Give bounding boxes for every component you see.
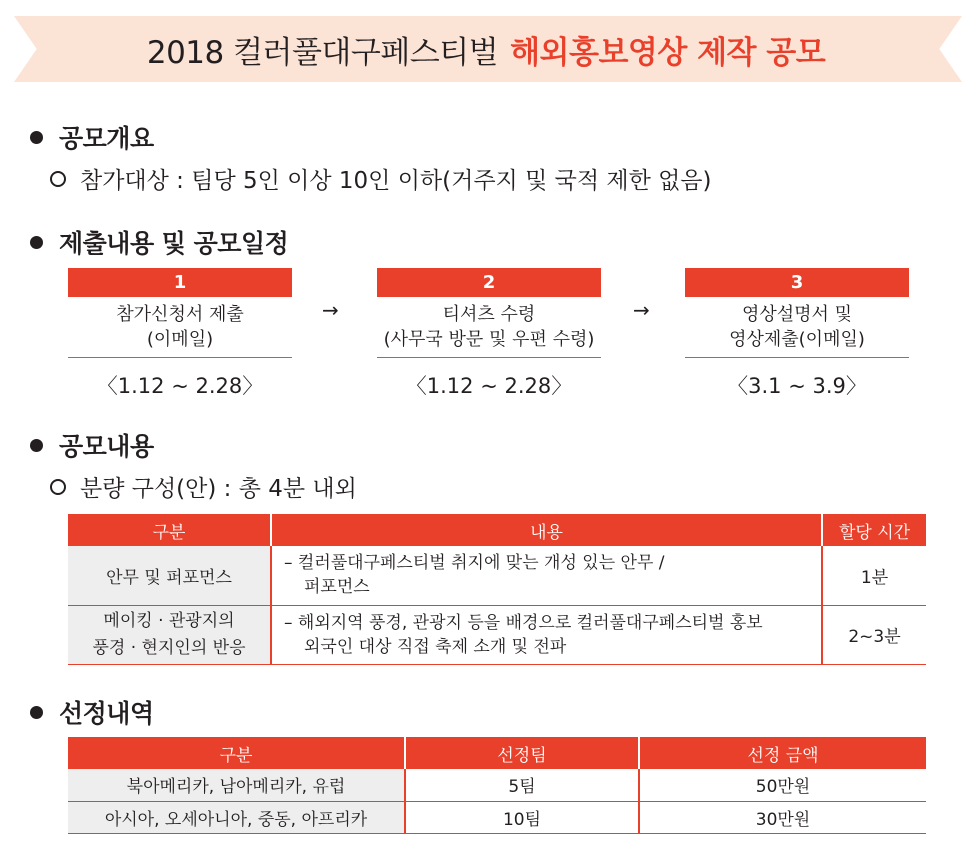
arrow-right-icon: → xyxy=(322,298,339,322)
content-line: – 컬러풀대구페스티벌 취지에 맞는 개성 있는 안무 / xyxy=(284,553,665,574)
region-cell: 아시아, 오세아니아, 중동, 아프리카 xyxy=(68,801,405,833)
selection-table xyxy=(68,737,926,834)
step-line: 참가신청서 제출 xyxy=(116,304,244,325)
amount-cell: 50만원 xyxy=(639,769,926,801)
table-header-row xyxy=(68,514,926,546)
column-header: 내용 xyxy=(271,514,822,546)
content-line: 외국인 대상 직접 축제 소개 및 전파 xyxy=(304,636,567,657)
step-number: 3 xyxy=(685,268,909,297)
column-header: 구분 xyxy=(68,514,271,546)
circle-bullet-icon xyxy=(50,479,66,495)
circle-bullet-icon xyxy=(50,171,66,187)
category-line: 안무 및 퍼포먼스 xyxy=(106,567,232,588)
step-date: 〈3.1 ~ 3.9〉 xyxy=(727,374,867,398)
step-line: 영상설명서 및 xyxy=(741,304,853,325)
arrow-right-icon: → xyxy=(633,298,650,322)
step-number: 2 xyxy=(377,268,601,297)
step-line: 티셔츠 수령 xyxy=(442,304,536,325)
teams-cell: 10팀 xyxy=(405,801,639,833)
step-date: 〈1.12 ~ 2.28〉 xyxy=(96,374,264,398)
schedule-step xyxy=(377,268,601,400)
contents-section xyxy=(30,427,154,463)
category-line: 메이킹 · 관광지의 xyxy=(103,610,235,631)
selection-heading: 선정내역 xyxy=(59,699,154,728)
content-line: – 해외지역 풍경, 관광지 등을 배경으로 컬러풀대구페스티벌 홍보 xyxy=(284,612,763,633)
column-header: 선정팀 xyxy=(405,737,639,769)
region-cell: 북아메리카, 남아메리카, 유럽 xyxy=(68,769,405,801)
bullet-icon xyxy=(30,706,43,719)
table-row xyxy=(68,546,926,605)
step-line: (사무국 방문 및 우편 수령) xyxy=(383,329,595,350)
step-line: (이메일) xyxy=(146,329,214,350)
overview-target xyxy=(50,162,712,195)
title-accent: 해외홍보영상 제작 공모 xyxy=(510,34,826,71)
step-line: 영상제출(이메일) xyxy=(729,329,865,350)
column-header: 선정 금액 xyxy=(639,737,926,769)
table-row xyxy=(68,769,926,801)
page-title xyxy=(0,16,972,82)
table-header-row xyxy=(68,737,926,769)
content-cell xyxy=(271,605,822,664)
step-body xyxy=(68,297,292,358)
contents-heading: 공모내용 xyxy=(59,432,154,461)
step-date: 〈1.12 ~ 2.28〉 xyxy=(405,374,573,398)
contents-table xyxy=(68,514,926,665)
bullet-icon xyxy=(30,131,43,144)
target-text: 참가대상 : 팀당 5인 이상 10인 이하(거주지 및 국적 제한 없음) xyxy=(80,168,712,194)
content-cell xyxy=(271,546,822,605)
overview-section xyxy=(30,119,154,155)
teams-cell: 5팀 xyxy=(405,769,639,801)
step-number: 1 xyxy=(68,268,292,297)
time-cell: 2~3분 xyxy=(822,605,926,664)
overview-heading: 공모개요 xyxy=(59,124,154,153)
table-row xyxy=(68,605,926,664)
contents-length xyxy=(50,470,357,503)
time-cell: 1분 xyxy=(822,546,926,605)
category-cell xyxy=(68,605,271,664)
amount-cell: 30만원 xyxy=(639,801,926,833)
step-body xyxy=(377,297,601,358)
schedule-step xyxy=(685,268,909,400)
schedule-step xyxy=(68,268,292,400)
length-text: 분량 구성(안) : 총 4분 내외 xyxy=(80,476,357,502)
table-row xyxy=(68,801,926,833)
column-header: 구분 xyxy=(68,737,405,769)
column-header: 할당 시간 xyxy=(822,514,926,546)
category-cell xyxy=(68,546,271,605)
schedule-heading: 제출내용 및 공모일정 xyxy=(59,229,289,258)
schedule-section xyxy=(30,224,288,260)
selection-section xyxy=(30,694,154,730)
content-line: 퍼포먼스 xyxy=(304,577,370,598)
bullet-icon xyxy=(30,236,43,249)
category-line: 풍경 · 현지인의 반응 xyxy=(92,637,246,658)
step-body xyxy=(685,297,909,358)
bullet-icon xyxy=(30,439,43,452)
title-plain: 2018 컬러풀대구페스티벌 xyxy=(146,34,499,71)
